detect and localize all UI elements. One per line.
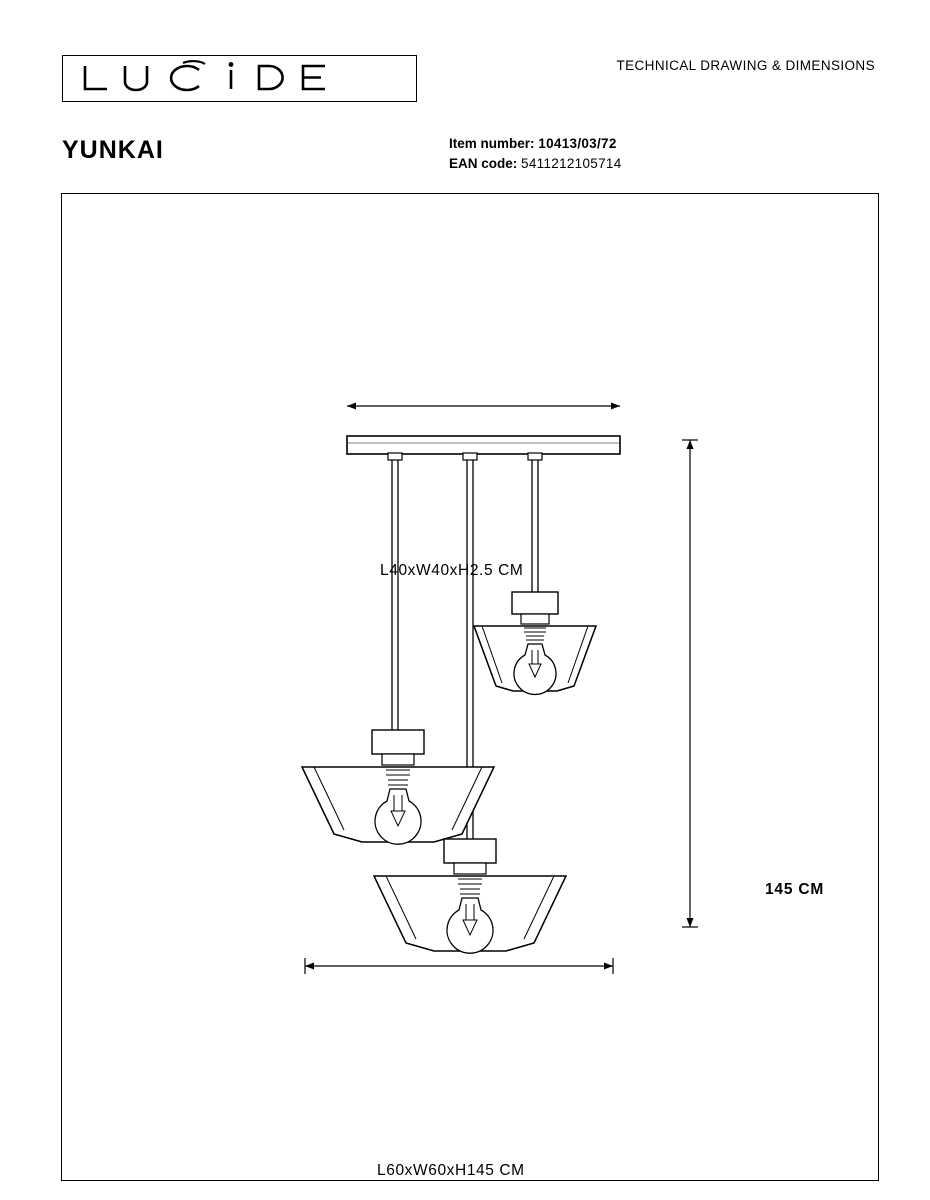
ean-value: 5411212105714 <box>521 156 622 171</box>
pendant-lamp-technical-drawing <box>62 194 878 1180</box>
lamp-middle <box>302 730 494 844</box>
bottom-dimension-arrow <box>305 958 613 974</box>
ceiling-plate <box>347 436 620 454</box>
right-dimension-arrow <box>682 440 698 927</box>
dimension-bottom-label: L60xW60xH145 CM <box>377 1162 525 1179</box>
ean-label: EAN code: <box>449 156 518 171</box>
product-meta <box>449 134 622 174</box>
dimension-right-label: 145 CM <box>765 881 825 898</box>
ean-row <box>449 154 622 174</box>
item-number-value: 10413/03/72 <box>538 136 617 151</box>
drawing-frame <box>61 193 879 1181</box>
section-title: TECHNICAL DRAWING & DIMENSIONS <box>616 58 875 73</box>
page-title: YUNKAI <box>62 136 164 164</box>
top-dimension-arrow <box>347 403 620 410</box>
lamp-right <box>474 592 596 694</box>
dimension-top-label: L40xW40xH2.5 CM <box>380 562 524 579</box>
item-number-row <box>449 134 622 154</box>
item-number-label: Item number: <box>449 136 535 151</box>
brand-logo <box>62 55 417 102</box>
lamp-bottom <box>374 839 566 953</box>
lucide-wordmark-icon <box>63 56 416 101</box>
